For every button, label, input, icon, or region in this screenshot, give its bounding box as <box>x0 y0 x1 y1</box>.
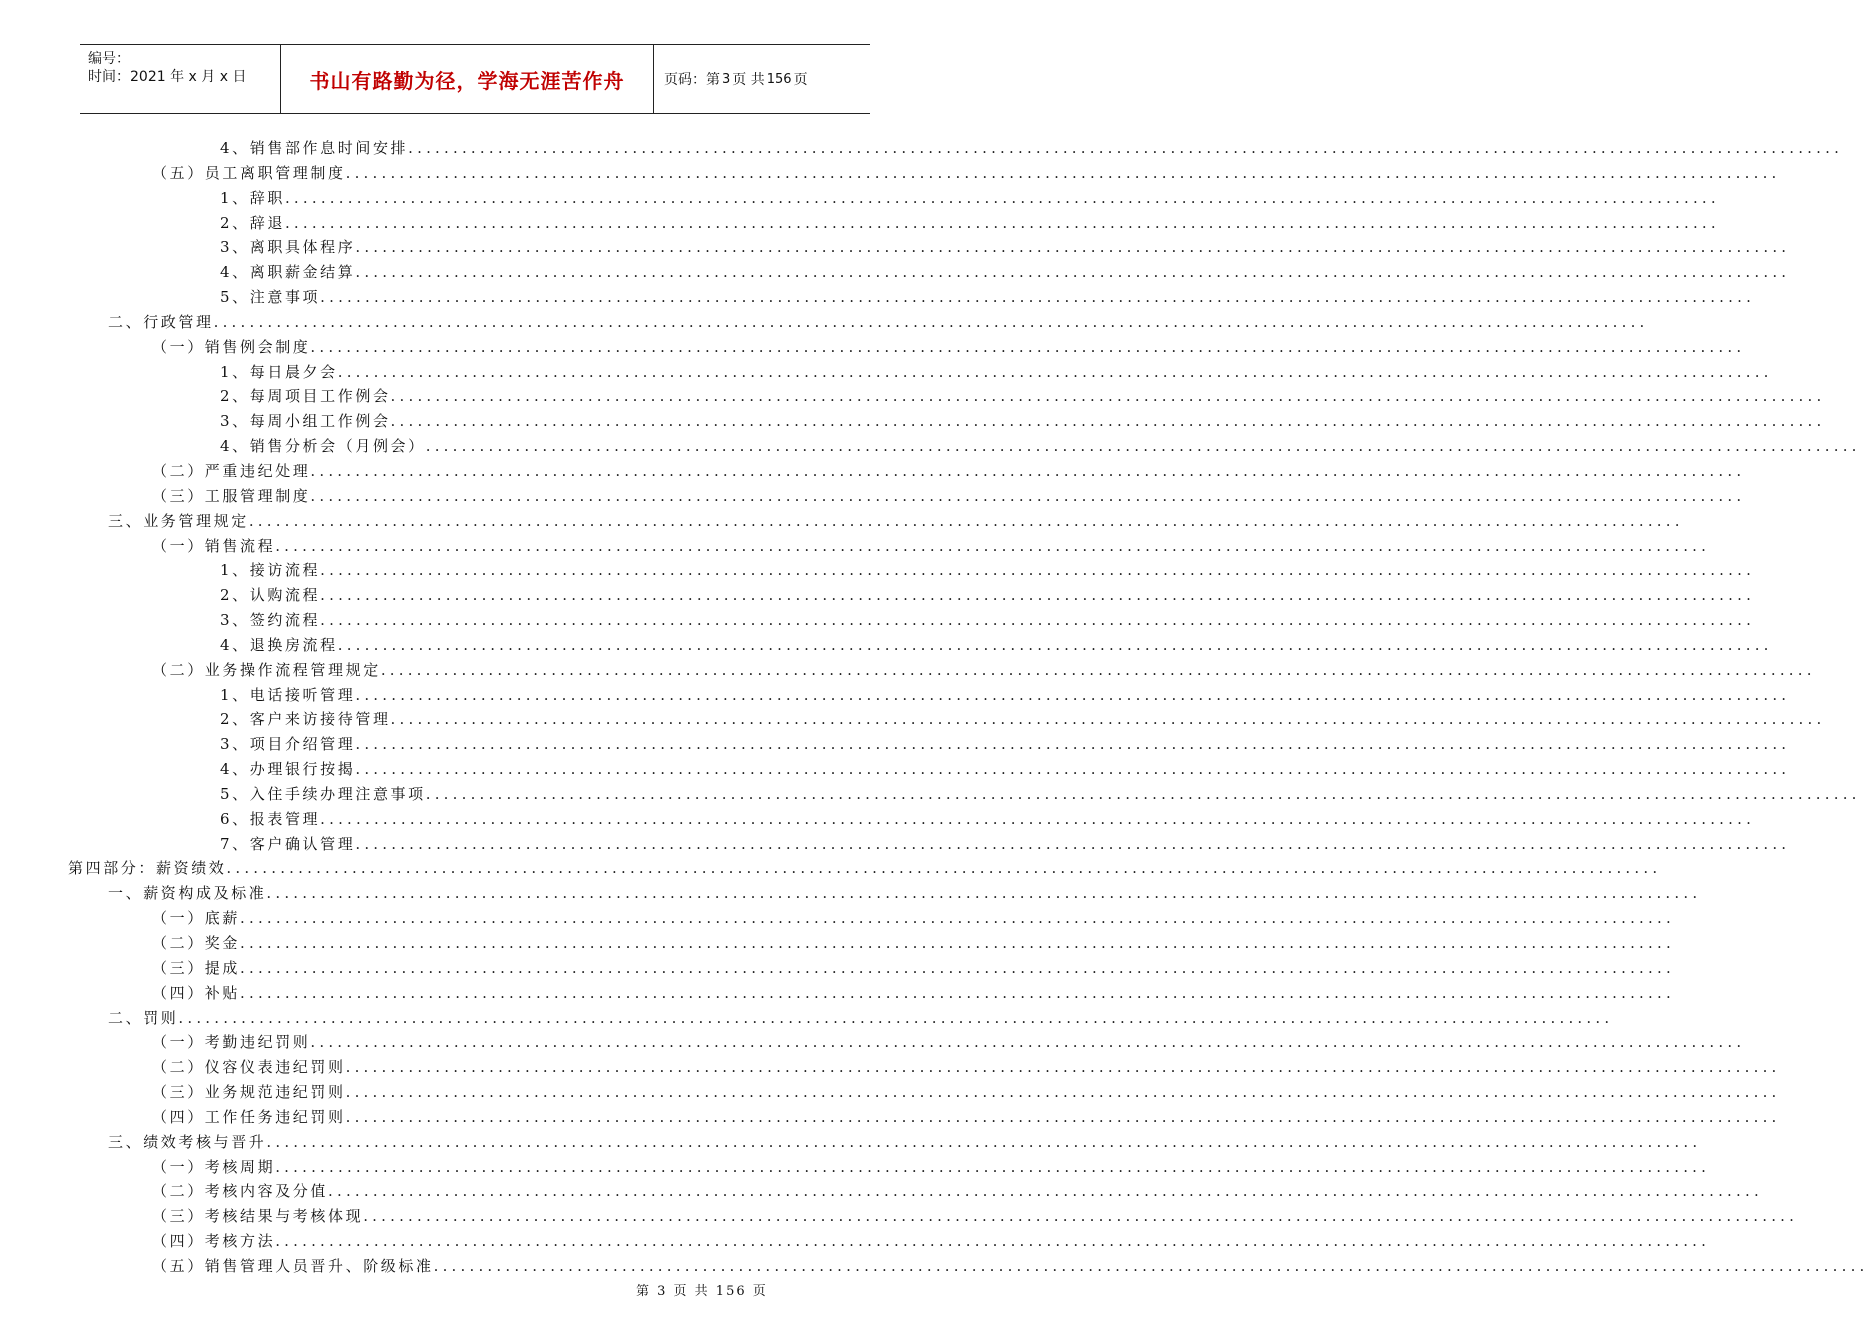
toc-entry-label: 2、客户来访接待管理 <box>220 710 391 729</box>
toc-entry-label: 三、绩效考核与晋升 <box>108 1132 267 1151</box>
document-date: 时间：2021 年 x 月 x 日 <box>88 69 247 85</box>
toc-dot-leader: ................................................................................................................................................................ <box>178 1008 1614 1027</box>
toc-entry-label: 1、电话接听管理 <box>220 685 356 704</box>
toc-dot-leader: ................................................................................................................................................................ <box>310 461 1746 480</box>
toc-dot-leader: ................................................................................................................................................................ <box>310 486 1746 505</box>
toc-entry-label: 4、销售部作息时间安排 <box>220 139 409 157</box>
toc-entry-label: 4、办理银行按揭 <box>220 760 356 779</box>
toc-entry-label: （三）考核结果与考核体现 <box>152 1207 364 1226</box>
toc-entry[interactable] <box>0 534 1711 559</box>
toc-dot-leader: ................................................................................................................................................................ <box>275 1157 1711 1176</box>
toc-entry-label: （一）销售例会制度 <box>152 337 311 356</box>
toc-entry[interactable] <box>0 285 1756 310</box>
toc-entry-label: 4、销售分析会（月例会） <box>220 437 426 456</box>
toc-entry-label: 第四部分：薪资绩效 <box>68 859 227 878</box>
toc-dot-leader: ................................................................................................................................................................ <box>355 834 1791 853</box>
toc-entry[interactable] <box>0 211 1720 236</box>
toc-entry-label: （四）补贴 <box>152 983 241 1002</box>
toc-entry[interactable] <box>0 1055 1781 1080</box>
toc-dot-leader: ................................................................................................................................................................ <box>380 660 1816 679</box>
header-page-info <box>654 45 870 113</box>
toc-entry-label: （三）业务规范违纪罚则 <box>152 1083 346 1102</box>
toc-dot-leader: ................................................................................................................................................................ <box>328 1182 1763 1201</box>
toc-entry[interactable] <box>0 881 1702 906</box>
toc-entry-label: （一）考勤违纪罚则 <box>152 1033 311 1052</box>
toc-entry-label: 2、认购流程 <box>220 586 321 605</box>
toc-dot-leader: ................................................................................................................................................................ <box>425 437 1861 456</box>
toc-entry-label: 4、离职薪金结算 <box>220 263 356 282</box>
page-suffix: 页 <box>793 72 808 88</box>
toc-entry[interactable] <box>0 434 1861 459</box>
toc-entry[interactable] <box>0 658 1816 683</box>
toc-entry[interactable] <box>0 856 1662 881</box>
toc-entry-label: 5、入住手续办理注意事项 <box>220 784 426 803</box>
toc-dot-leader: ................................................................................................................................................................ <box>390 387 1826 406</box>
toc-dot-leader: ................................................................................................................................................................ <box>355 760 1791 779</box>
toc-entry[interactable] <box>0 956 1675 981</box>
toc-dot-leader: ................................................................................................................................................................ <box>240 958 1675 977</box>
toc-dot-leader: ................................................................................................................................................................ <box>320 611 1756 630</box>
toc-entry[interactable] <box>0 1204 1799 1229</box>
toc-entry[interactable] <box>0 1030 1746 1055</box>
toc-dot-leader: ................................................................................................................................................................ <box>284 188 1720 207</box>
document-number-label: 编号： <box>88 51 130 67</box>
toc-entry-label: 3、签约流程 <box>220 611 321 630</box>
page-header <box>80 44 870 114</box>
toc-entry-label: 3、每周小组工作例会 <box>220 412 391 431</box>
toc-entry[interactable] <box>0 782 1861 807</box>
header-motto: 书山有路勤为径，学海无涯苦作舟 <box>281 45 654 113</box>
toc-dot-leader: ................................................................................................................................................................ <box>320 288 1756 307</box>
toc-entry-label: 2、辞退 <box>220 213 285 232</box>
table-of-contents <box>0 136 1869 1279</box>
page-mid: 页 共 <box>732 72 765 88</box>
toc-entry-label: 4、退换房流程 <box>220 635 338 654</box>
toc-dot-leader: ................................................................................................................................................................ <box>213 312 1649 331</box>
toc-entry-label: （二）奖金 <box>152 934 241 952</box>
toc-dot-leader: ................................................................................................................................................................ <box>425 784 1861 803</box>
toc-dot-leader: ................................................................................................................................................................ <box>390 710 1826 729</box>
toc-dot-leader: ................................................................................................................................................................ <box>433 1256 1869 1275</box>
toc-entry[interactable] <box>0 509 1684 534</box>
toc-dot-leader: ................................................................................................................................................................ <box>355 735 1791 754</box>
toc-dot-leader: ................................................................................................................................................................ <box>310 1033 1746 1052</box>
toc-entry-label: （二）业务操作流程管理规定 <box>152 660 381 679</box>
toc-entry[interactable] <box>0 931 1675 956</box>
toc-entry-label: 1、接访流程 <box>220 561 321 580</box>
header-meta <box>80 45 281 113</box>
toc-entry[interactable] <box>0 484 1746 509</box>
toc-entry-label: （一）考核周期 <box>152 1157 276 1176</box>
toc-dot-leader: ................................................................................................................................................................ <box>240 983 1675 1002</box>
toc-entry[interactable] <box>0 360 1773 385</box>
toc-entry-label: （四）工作任务违纪罚则 <box>152 1107 346 1126</box>
toc-entry-label: （二）仪容仪表违纪罚则 <box>152 1058 346 1077</box>
toc-entry[interactable] <box>0 136 1844 161</box>
page-current: 3 <box>722 71 731 87</box>
toc-entry-label: （二）严重违纪处理 <box>152 461 311 480</box>
toc-entry-label: 6、报表管理 <box>220 809 321 828</box>
toc-dot-leader: ................................................................................................................................................................ <box>355 238 1791 257</box>
toc-entry[interactable] <box>0 310 1649 335</box>
page-footer: 第 3 页 共 156 页 <box>636 1284 768 1299</box>
toc-entry[interactable] <box>0 235 1791 260</box>
toc-dot-leader: ................................................................................................................................................................ <box>320 809 1756 828</box>
toc-dot-leader: ................................................................................................................................................................ <box>240 934 1675 952</box>
toc-entry[interactable] <box>0 1080 1781 1105</box>
toc-dot-leader: ................................................................................................................................................................ <box>337 635 1773 654</box>
toc-dot-leader: ................................................................................................................................................................ <box>345 1083 1781 1102</box>
toc-entry[interactable] <box>0 608 1756 633</box>
toc-entry[interactable] <box>0 1105 1781 1130</box>
toc-entry-label: 7、客户确认管理 <box>220 834 356 853</box>
toc-dot-leader: ................................................................................................................................................................ <box>337 362 1773 381</box>
toc-entry[interactable] <box>0 1254 1869 1279</box>
toc-entry[interactable] <box>0 906 1675 931</box>
toc-dot-leader: ................................................................................................................................................................ <box>345 1058 1781 1077</box>
toc-entry[interactable] <box>0 335 1746 360</box>
toc-entry[interactable] <box>0 633 1773 658</box>
toc-entry-label: （三）提成 <box>152 958 241 977</box>
toc-entry-label: 一、薪资构成及标准 <box>108 884 267 903</box>
toc-entry[interactable] <box>0 683 1791 708</box>
toc-entry[interactable] <box>0 732 1791 757</box>
toc-entry[interactable] <box>0 1155 1711 1180</box>
toc-dot-leader: ................................................................................................................................................................ <box>310 337 1746 356</box>
toc-entry[interactable] <box>0 1130 1702 1155</box>
toc-dot-leader: ................................................................................................................................................................ <box>355 263 1791 282</box>
toc-dot-leader: ................................................................................................................................................................ <box>345 163 1781 182</box>
toc-entry-label: 三、业务管理规定 <box>108 511 249 530</box>
toc-entry[interactable] <box>0 384 1826 409</box>
toc-dot-leader: ................................................................................................................................................................ <box>355 685 1791 704</box>
toc-dot-leader: ................................................................................................................................................................ <box>390 412 1826 431</box>
toc-entry-label: 1、每日晨夕会 <box>220 362 338 381</box>
toc-dot-leader: ................................................................................................................................................................ <box>240 909 1675 928</box>
toc-dot-leader: ................................................................................................................................................................ <box>320 561 1756 580</box>
toc-dot-leader: ................................................................................................................................................................ <box>275 536 1711 555</box>
toc-entry[interactable] <box>0 807 1756 832</box>
toc-entry[interactable] <box>0 1229 1711 1254</box>
toc-dot-leader: ................................................................................................................................................................ <box>363 1207 1799 1226</box>
toc-dot-leader: ................................................................................................................................................................ <box>226 859 1662 878</box>
toc-entry[interactable] <box>0 161 1781 186</box>
toc-entry[interactable] <box>0 981 1675 1006</box>
toc-entry-label: （一）销售流程 <box>152 536 276 555</box>
toc-entry[interactable] <box>0 707 1826 732</box>
toc-dot-leader: ................................................................................................................................................................ <box>275 1232 1711 1251</box>
toc-entry[interactable] <box>0 409 1826 434</box>
toc-entry[interactable] <box>0 757 1791 782</box>
toc-entry-label: 1、辞职 <box>220 188 285 207</box>
toc-entry-label: （三）工服管理制度 <box>152 486 311 505</box>
toc-entry[interactable] <box>0 459 1746 484</box>
toc-entry-label: （一）底薪 <box>152 909 241 928</box>
toc-entry[interactable] <box>0 558 1756 583</box>
toc-entry[interactable] <box>0 260 1791 285</box>
toc-dot-leader: ................................................................................................................................................................ <box>408 139 1844 157</box>
toc-dot-leader: ................................................................................................................................................................ <box>266 884 1702 903</box>
toc-dot-leader: ................................................................................................................................................................ <box>284 213 1720 232</box>
toc-entry-label: 二、罚则 <box>108 1008 179 1027</box>
toc-entry-label: 2、每周项目工作例会 <box>220 387 391 406</box>
page-total: 156 <box>766 71 792 87</box>
toc-dot-leader: ................................................................................................................................................................ <box>345 1107 1781 1126</box>
toc-entry-label: 3、项目介绍管理 <box>220 735 356 754</box>
toc-dot-leader: ................................................................................................................................................................ <box>320 586 1756 605</box>
page-prefix: 页码：第 <box>664 72 720 88</box>
toc-entry-label: （二）考核内容及分值 <box>152 1182 329 1201</box>
toc-entry[interactable] <box>0 583 1756 608</box>
toc-entry-label: （五）员工离职管理制度 <box>152 163 346 182</box>
toc-entry[interactable] <box>0 1006 1614 1031</box>
toc-entry-label: （五）销售管理人员晋升、阶级标准 <box>152 1256 434 1275</box>
toc-entry[interactable] <box>0 832 1791 857</box>
toc-dot-leader: ................................................................................................................................................................ <box>248 511 1684 530</box>
toc-entry-label: 二、行政管理 <box>108 312 214 331</box>
toc-entry-label: 5、注意事项 <box>220 288 321 307</box>
toc-entry[interactable] <box>0 1179 1763 1204</box>
toc-dot-leader: ................................................................................................................................................................ <box>266 1132 1702 1151</box>
toc-entry-label: 3、离职具体程序 <box>220 238 356 257</box>
toc-entry-label: （四）考核方法 <box>152 1232 276 1251</box>
toc-entry[interactable] <box>0 186 1720 211</box>
